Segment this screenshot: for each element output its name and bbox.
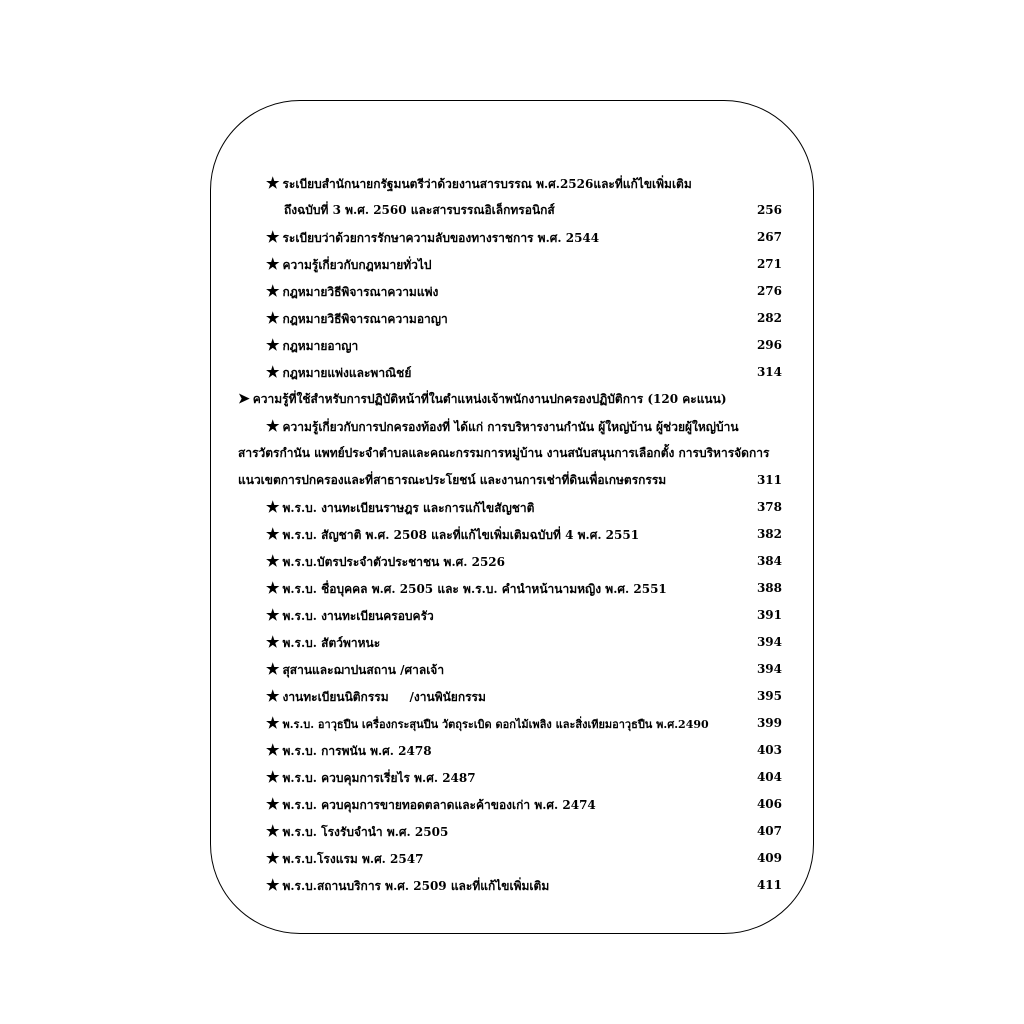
arrow-bullet-icon: ➤: [238, 391, 250, 407]
star-icon: ★: [266, 849, 280, 867]
page-number: 394: [756, 662, 782, 676]
toc-entry: ★ กฎหมายวิธีพิจารณาความอาญา: [266, 309, 448, 327]
page-number: 399: [756, 716, 782, 730]
star-icon: ★: [266, 822, 280, 840]
toc-entry: ★ พ.ร.บ. ควบคุมการขายทอดตลาดและค้าของเก่า พ.ศ. 2474: [266, 795, 596, 813]
star-icon: ★: [266, 498, 280, 516]
star-icon: ★: [266, 660, 280, 678]
toc-entry: ★ พ.ร.บ. ชื่อบุคคล พ.ศ. 2505 และ พ.ร.บ. คำนำหน้านามหญิง พ.ศ. 2551: [266, 579, 667, 597]
star-icon: ★: [266, 768, 280, 786]
star-icon: ★: [266, 714, 280, 732]
toc-entry: ★ ระเบียบสำนักนายกรัฐมนตรีว่าด้วยงานสารบรรณ พ.ศ.2526และที่แก้ไขเพิ่มเติม: [266, 174, 692, 192]
toc-entry: ★ พ.ร.บ. ควบคุมการเรี่ยไร พ.ศ. 2487: [266, 768, 476, 786]
toc-entry: ★ พ.ร.บ. โรงรับจำนำ พ.ศ. 2505: [266, 822, 449, 840]
page-number: 394: [756, 635, 782, 649]
star-icon: ★: [266, 336, 280, 354]
page-number: 403: [756, 743, 782, 757]
toc-entry: ★ พ.ร.บ. อาวุธปืน เครื่องกระสุนปืน วัตถุระเบิด ดอกไม้เพลิง และสิ่งเทียมอาวุธปืน พ.ศ.2490: [266, 714, 709, 732]
page-number: 311: [756, 473, 782, 487]
page-number: 384: [756, 554, 782, 568]
page-number: 406: [756, 797, 782, 811]
star-icon: ★: [266, 525, 280, 543]
star-icon: ★: [266, 579, 280, 597]
toc-entry: ★ ความรู้เกี่ยวกับการปกครองท้องที่ ได้แก่ การบริหารงานกำนัน ผู้ใหญ่บ้าน ผู้ช่วยผู้ใหญ่บ้าน: [266, 417, 739, 435]
toc-entry: ★ งานทะเบียนนิติกรรม /งานพินัยกรรม: [266, 687, 486, 705]
star-icon: ★: [266, 363, 280, 381]
page-number: 395: [756, 689, 782, 703]
toc-entry: ★ ความรู้เกี่ยวกับกฎหมายทั่วไป: [266, 255, 432, 273]
toc-entry: ★ พ.ร.บ.โรงแรม พ.ศ. 2547: [266, 849, 424, 867]
page-number: 388: [756, 581, 782, 595]
page-number: 314: [756, 365, 782, 379]
star-icon: ★: [266, 228, 280, 246]
toc-entry: ★ พ.ร.บ. การพนัน พ.ศ. 2478: [266, 741, 432, 759]
toc-entry: ★ พ.ร.บ. สัตว์พาหนะ: [266, 633, 381, 651]
star-icon: ★: [266, 687, 280, 705]
star-icon: ★: [266, 606, 280, 624]
page-number: 267: [756, 230, 782, 244]
star-icon: ★: [266, 309, 280, 327]
star-icon: ★: [266, 282, 280, 300]
page-number: 407: [756, 824, 782, 838]
star-icon: ★: [266, 633, 280, 651]
page-number: 256: [756, 203, 782, 217]
page-number: 382: [756, 527, 782, 541]
star-icon: ★: [266, 174, 280, 192]
toc-entry: ★ พ.ร.บ.สถานบริการ พ.ศ. 2509 และที่แก้ไขเพิ่มเติม: [266, 876, 550, 894]
toc-entry: ★ กฎหมายแพ่งและพาณิชย์: [266, 363, 412, 381]
page-number: 378: [756, 500, 782, 514]
star-icon: ★: [266, 552, 280, 570]
page-number: 296: [756, 338, 782, 352]
page-number: 391: [756, 608, 782, 622]
toc-entry: ★ สุสานและฌาปนสถาน /ศาลเจ้า: [266, 660, 445, 678]
page-number: 271: [756, 257, 782, 271]
star-icon: ★: [266, 741, 280, 759]
toc-entry: ★ พ.ร.บ. งานทะเบียนครอบครัว: [266, 606, 434, 624]
star-icon: ★: [266, 876, 280, 894]
toc-entry: ★ กฎหมายอาญา: [266, 336, 359, 354]
page-number: 282: [756, 311, 782, 325]
star-icon: ★: [266, 795, 280, 813]
toc-entry: ★ พ.ร.บ.บัตรประจำตัวประชาชน พ.ศ. 2526: [266, 552, 505, 570]
toc-entry-continuation: แนวเขตการปกครองและที่สาธารณะประโยชน์ และงานการเช่าที่ดินเพื่อเกษตรกรรม: [238, 473, 667, 487]
star-icon: ★: [266, 417, 280, 435]
toc-entry: ★ กฎหมายวิธีพิจารณาความแพ่ง: [266, 282, 439, 300]
toc-entry: ★ พ.ร.บ. งานทะเบียนราษฎร และการแก้ไขสัญชาติ: [266, 498, 535, 516]
star-icon: ★: [266, 255, 280, 273]
toc-section-heading: ➤ ความรู้ที่ใช้สำหรับการปฏิบัติหน้าที่ในตำแหน่งเจ้าพนักงานปกครองปฏิบัติการ (120 คะแนน): [238, 391, 727, 407]
page-number: 404: [756, 770, 782, 784]
page-number: 409: [756, 851, 782, 865]
page-number: 411: [756, 878, 782, 892]
page-number: 276: [756, 284, 782, 298]
toc-entry: ถึงฉบับที่ 3 พ.ศ. 2560 และสารบรรณอิเล็กทรอนิกส์: [284, 203, 555, 217]
toc-entry-continuation: สารวัตรกำนัน แพทย์ประจำตำบลและคณะกรรมการหมู่บ้าน งานสนับสนุนการเลือกตั้ง การบริหารจัดการ: [238, 446, 770, 460]
toc-entry: ★ ระเบียบว่าด้วยการรักษาความลับของทางราชการ พ.ศ. 2544: [266, 228, 600, 246]
toc-entry: ★ พ.ร.บ. สัญชาติ พ.ศ. 2508 และที่แก้ไขเพิ่มเติมฉบับที่ 4 พ.ศ. 2551: [266, 525, 640, 543]
